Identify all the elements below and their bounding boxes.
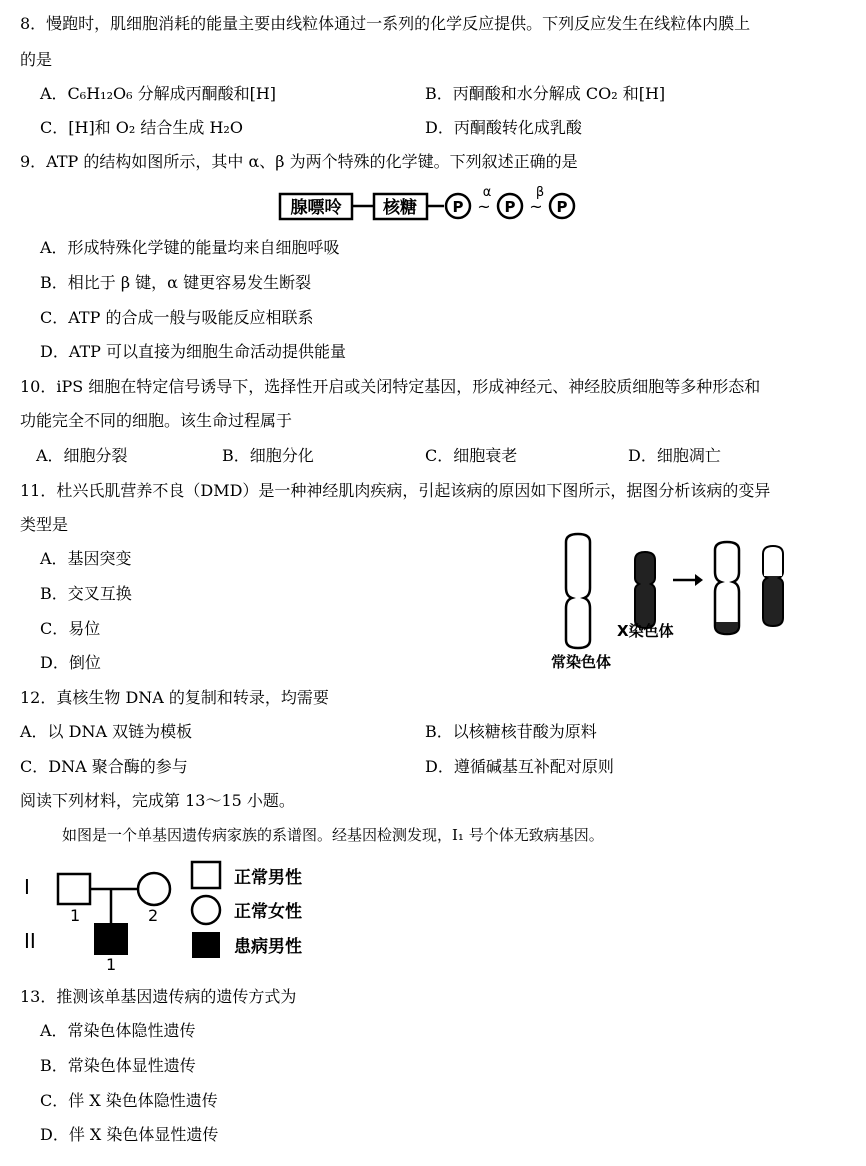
q11-option-c: C．易位 [40,619,101,638]
beta-label: β [535,185,545,200]
q13-option-b: B．常染色体显性遗传 [40,1056,196,1075]
atp-structure-figure [278,182,588,232]
label-II1: 1 [106,955,117,974]
q12-stem: 12．真核生物 DNA 的复制和转录，均需要 [20,688,329,707]
q11-option-b: B．交叉互换 [40,584,132,603]
q12-option-b: B．以核糖核苷酸为原料 [425,722,597,741]
individual-I2-normal-female [138,873,170,905]
q9-stem: 9．ATP 的结构如图所示，其中 α、β 为两个特殊的化学键。下列叙述正确的是 [20,152,578,171]
reading-material: 如图是一个单基因遗传病家族的系谱图。经基因检测发现，I₁ 号个体无致病基因。 [62,826,604,844]
q10-option-b: B．细胞分化 [222,446,314,465]
x-chromosome-label: X染色体 [617,622,674,640]
label-I1: 1 [70,906,81,925]
autosome-translocated [715,542,739,634]
q12-option-d: D．遵循碱基互补配对原则 [425,757,614,776]
q8-option-c: C．[H]和 O₂ 结合生成 H₂O [40,118,243,137]
q8-option-b: B．丙酮酸和水分解成 CO₂ 和[H] [425,84,666,103]
generation-2-label: II [24,929,36,953]
svg-text:P: P [452,198,464,216]
q9-option-d: D．ATP 可以直接为细胞生命活动提供能量 [40,342,347,361]
legend-affected-male-icon [192,932,220,958]
x-chromosome-original [635,552,655,628]
legend-normal-male: 正常男性 [234,868,302,888]
q11-option-d: D．倒位 [40,653,101,672]
q9-option-b: B．相比于 β 键，α 键更容易发生断裂 [40,273,312,292]
legend-normal-male-icon [192,862,220,888]
q8-option-d: D．丙酮酸转化成乳酸 [425,118,582,137]
adenine-label: 腺嘌呤 [290,198,342,218]
q8-stem-line2: 的是 [20,50,53,69]
reading-intro: 阅读下列材料，完成第 13～15 小题。 [20,791,295,810]
q10-stem-line1: 10．iPS 细胞在特定信号诱导下，选择性开启或关闭特定基因，形成神经元、神经胶质细胞等多种形态和 [20,377,761,396]
legend-normal-female: 正常女性 [234,902,302,922]
x-chromosome-translocated [763,546,783,626]
q13-option-d: D．伴 X 染色体显性遗传 [40,1125,219,1144]
q10-stem-line2: 功能完全不同的细胞。该生命过程属于 [20,411,293,430]
autosome-label: 常染色体 [551,653,612,671]
svg-text:P: P [504,198,516,216]
q12-option-a: A．以 DNA 双链为模板 [20,722,193,741]
q8-option-a: A．C₆H₁₂O₆ 分解成丙酮酸和[H] [40,84,277,103]
q11-option-a: A．基因突变 [40,549,132,568]
q13-option-c: C．伴 X 染色体隐性遗传 [40,1091,218,1110]
arrow-head [695,574,703,586]
individual-II1-affected-male [95,924,127,954]
q9-option-a: A．形成特殊化学键的能量均来自细胞呼吸 [40,238,340,257]
q11-stem-line2: 类型是 [20,515,69,534]
legend-affected-male: 患病男性 [234,937,302,957]
pedigree-chart [18,856,328,976]
q13-stem: 13．推测该单基因遗传病的遗传方式为 [20,987,297,1006]
q13-option-a: A．常染色体隐性遗传 [40,1021,196,1040]
label-I2: 2 [148,906,159,925]
autosome-original [566,534,590,648]
alpha-label: α [482,185,492,200]
generation-1-label: I [24,875,30,899]
q10-option-a: A．细胞分裂 [36,446,128,465]
beta-bond: ~ [529,197,543,216]
q12-option-c: C．DNA 聚合酶的参与 [20,757,188,776]
alpha-bond: ~ [477,197,491,216]
q11-stem-line1: 11．杜兴氏肌营养不良（DMD）是一种神经肌肉疾病，引起该病的原因如下图所示，据图分析该病的变异 [20,481,771,500]
q10-option-c: C．细胞衰老 [425,446,518,465]
chromosome-translocation-figure [545,530,805,678]
legend-normal-female-icon [192,896,220,924]
q8-stem-line1: 8．慢跑时，肌细胞消耗的能量主要由线粒体通过一系列的化学反应提供。下列反应发生在线粒体内膜上 [20,14,751,33]
individual-I1-normal-male [58,874,90,904]
ribose-label: 核糖 [383,198,417,218]
q10-option-d: D．细胞凋亡 [628,446,721,465]
svg-text:P: P [556,198,568,216]
q9-option-c: C．ATP 的合成一般与吸能反应相联系 [40,308,314,327]
